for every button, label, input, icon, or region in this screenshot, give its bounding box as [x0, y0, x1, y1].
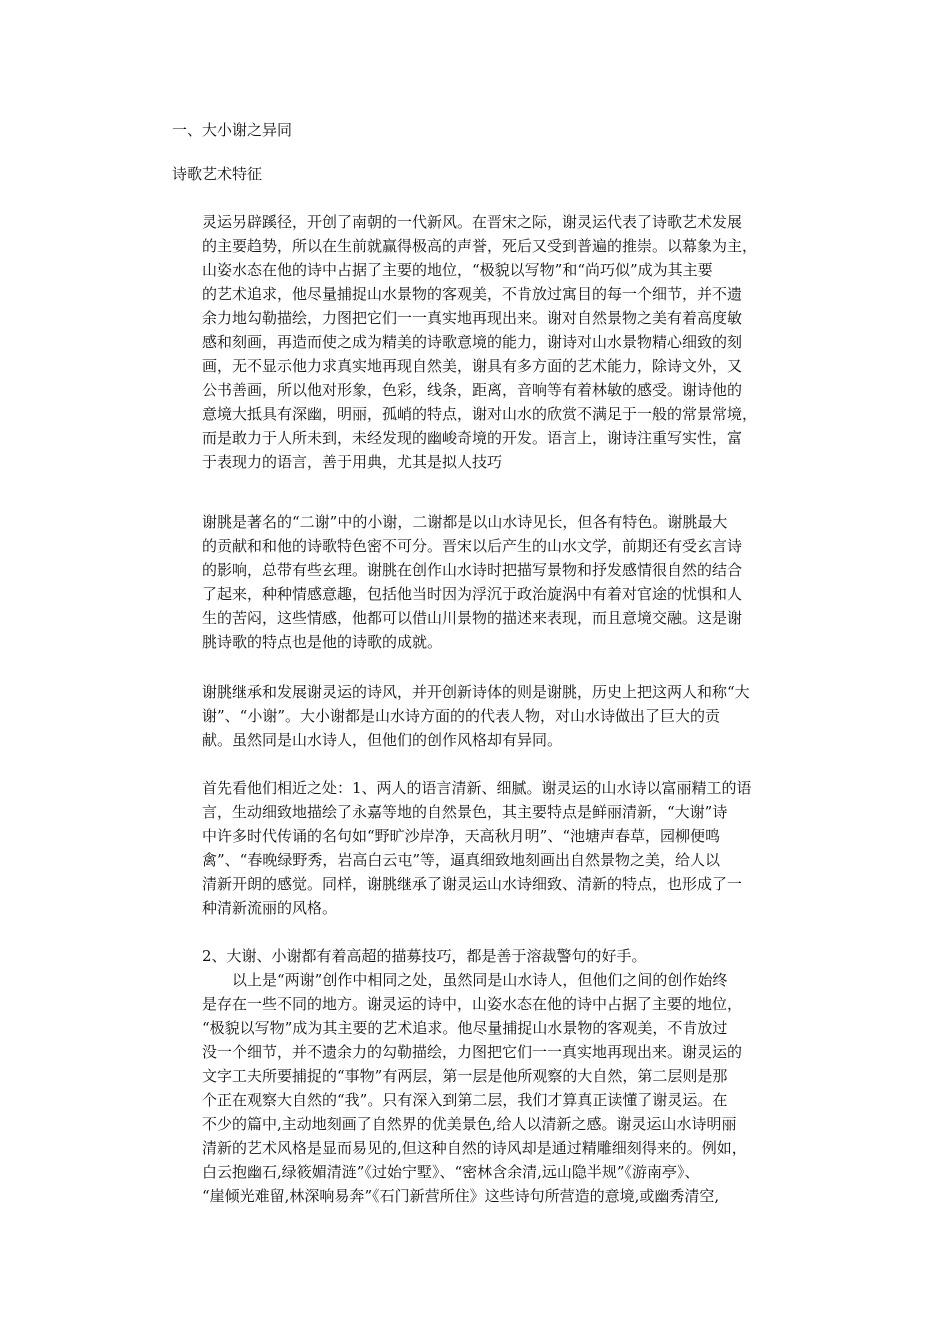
section-heading: 一、大小谢之异同	[172, 121, 293, 139]
text-line: 了起来，种种情感意趣，包括他当时因为浮沉于政治旋涡中有着对官途的忧惧和人	[202, 585, 743, 603]
text-line: 文字工夫所要捕捉的“事物”有两层，第一层是他所观察的大自然，第二层则是那	[202, 1067, 728, 1085]
text-line: 于表现力的语言，善于用典，尤其是拟人技巧	[202, 453, 503, 471]
text-line: 灵运另辟蹊径，开创了南朝的一代新风。在晋宋之际，谢灵运代表了诗歌艺术发展	[202, 213, 743, 231]
text-line: 的艺术追求，他尽量捕捉山水景物的客观美，不肯放过寓目的每一个细节，并不遗	[202, 285, 743, 303]
text-line: 禽”、“春晚绿野秀，岩高白云屯”等，逼真细致地刻画出自然景物之美，给人以	[202, 851, 721, 869]
text-line: 生的苦闷，这些情感，他都可以借山川景物的描述来表现，而且意境交融。这是谢	[202, 609, 743, 627]
text-line: “崖倾光难留,林深响易奔”《石门新营所住》这些诗句所营造的意境,或幽秀清空,	[202, 1187, 720, 1205]
text-line: 谢”、“小谢”。大小谢都是山水诗方面的的代表人物，对山水诗做出了巨大的贡	[202, 707, 721, 725]
text-line: 画，无不显示他力求真实地再现自然美，谢具有多方面的艺术能力，除诗文外，又	[202, 357, 743, 375]
text-line: 的贡献和和他的诗歌特色密不可分。晋宋以后产生的山水文学，前期还有受玄言诗	[202, 537, 743, 555]
text-line: 山姿水态在他的诗中占据了主要的地位，“极貌以写物”和“尚巧似”成为其主要	[202, 261, 713, 279]
sub-heading: 诗歌艺术特征	[172, 165, 263, 183]
paragraph-xie-tiao	[202, 510, 804, 654]
text-line: 没一个细节，并不遗余力的勾勒描绘，力图把它们一一真实地再现出来。谢灵运的	[202, 1043, 743, 1061]
text-line: 不少的篇中,主动地刻画了自然界的优美景色,给人以清新之感。谢灵运山水诗明丽	[202, 1115, 737, 1133]
text-line: 清新的艺术风格是显而易见的,但这种自然的诗风却是通过精雕细刻得来的。例如，	[202, 1139, 747, 1157]
text-line: “极貌以写物”成为其主要的艺术追求。他尽量捕捉山水景物的客观美，不肯放过	[202, 1019, 728, 1037]
text-line: 首先看他们相近之处：1、两人的语言清新、细腻。谢灵运的山水诗以富丽精工的语	[202, 779, 752, 797]
text-line: 的影响，总带有些玄理。谢朓在创作山水诗时把描写景物和抒发感情很自然的结合	[202, 561, 743, 579]
text-line: 以上是“两谢”创作中相同之处，虽然同是山水诗人，但他们之间的创作始终	[232, 971, 728, 989]
text-line: 公书善画，所以他对形象，色彩，线条，距离，音响等有着林敏的感受。谢诗他的	[202, 381, 743, 399]
text-line: 献。虽然同是山水诗人，但他们的创作风格却有异同。	[202, 731, 563, 749]
paragraph-xie-lingyun	[202, 210, 804, 474]
text-line: 谢朓继承和发展谢灵运的诗风，并开创新诗体的则是谢朓，历史上把这两人和称“大	[202, 683, 750, 701]
text-line: 感和刻画，再造而使之成为精美的诗歌意境的能力，谢诗对山水景物精心细致的刻	[202, 333, 743, 351]
text-line: 余力地勾勒描绘，力图把它们一一真实地再现出来。谢对自然景物之美有着高度敏	[202, 309, 743, 327]
paragraph-two-xie	[202, 680, 804, 752]
text-line: 的主要趋势，所以在生前就赢得极高的声誉，死后又受到普遍的推崇。以幕象为主，	[202, 237, 758, 255]
text-line: 朓诗歌的特点也是他的诗歌的成就。	[202, 633, 443, 651]
text-line: 个正在观察大自然的“我”。只有深入到第二层，我们才算真正读懂了谢灵运。在	[202, 1091, 728, 1109]
text-line: 言，生动细致地描绘了永嘉等地的自然景色，其主要特点是鲜丽清新，“大谢”诗	[202, 803, 728, 821]
text-line: 种清新流丽的风格。	[202, 899, 338, 917]
text-line: 清新开朗的感觉。同样，谢朓继承了谢灵运山水诗细致、清新的特点，也形成了一	[202, 875, 743, 893]
text-line: 谢朓是著名的“二谢”中的小谢，二谢都是以山水诗见长，但各有特色。谢朓最大	[202, 513, 728, 531]
text-line: 意境大抵具有深幽，明丽，孤峭的特点，谢对山水的欣赏不满足于一般的常景常境，	[202, 405, 758, 423]
text-line: 中许多时代传诵的名句如“野旷沙岸净，天高秋月明”、“池塘声春草，园柳便鸣	[202, 827, 721, 845]
text-line: 白云抱幽石,绿筱媚清涟”《过始宁墅》、“密林含余清,远山隐半规”《游南亭》、	[202, 1163, 700, 1181]
paragraph-differences	[202, 944, 804, 1208]
text-line: 是存在一些不同的地方。谢灵运的诗中，山姿水态在他的诗中占据了主要的地位，	[202, 995, 743, 1013]
paragraph-similarities	[202, 776, 804, 920]
text-line: 2、大谢、小谢都有着高超的描募技巧，都是善于溶裁警句的好手。	[202, 947, 647, 965]
text-line: 而是敢力于人所未到，未经发现的幽峻奇境的开发。语言上，谢诗注重写实性，富	[202, 429, 743, 447]
